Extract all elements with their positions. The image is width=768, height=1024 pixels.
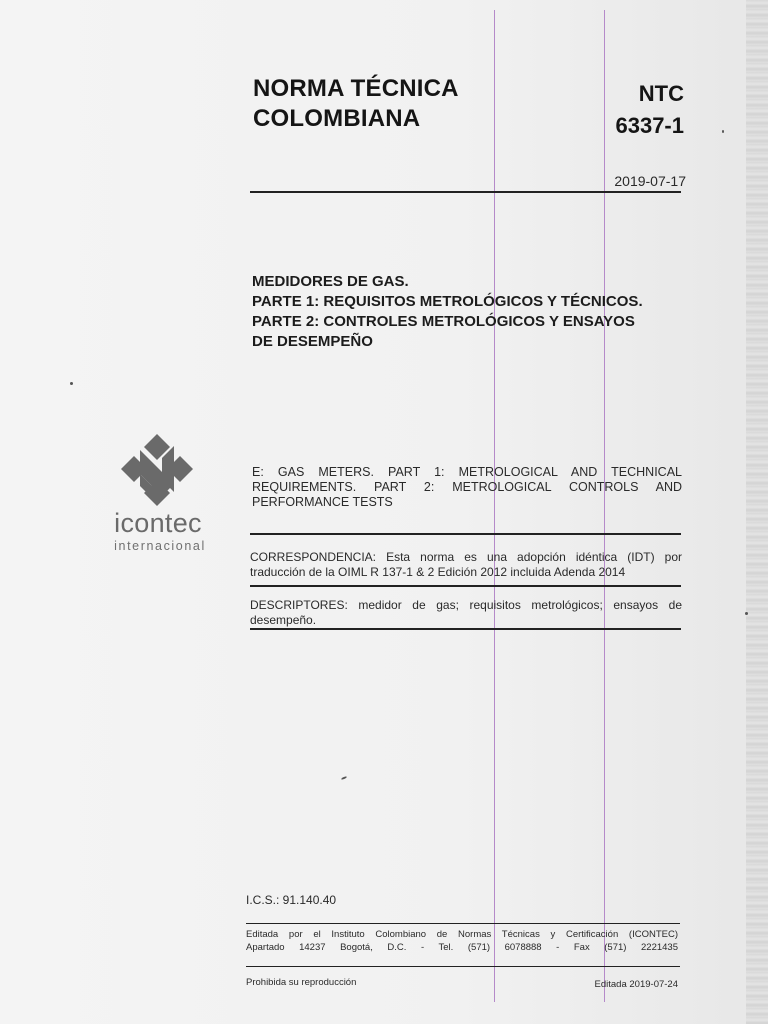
ratification-date: 2019-07-17 xyxy=(614,173,686,189)
publisher-info xyxy=(246,928,678,954)
spanish-title-line4: DE DESEMPEÑO xyxy=(252,333,373,350)
descriptores-rule xyxy=(250,628,681,630)
norm-code-line2: 6337-1 xyxy=(615,113,684,138)
correspondencia-line2: traducción de la OIML R 137-1 & 2 Edición 2012 incluida Adenda 2014 xyxy=(250,565,626,579)
spanish-title-line2: PARTE 1: REQUISITOS METROLÓGICOS Y TÉCNICOS. xyxy=(252,293,643,310)
footer-rule xyxy=(246,966,680,967)
edition-date: Editada 2019-07-24 xyxy=(594,979,678,990)
norm-code-line1: NTC xyxy=(638,81,684,106)
logo-name: icontec xyxy=(114,508,202,538)
english-title-line2: REQUIREMENTS. PART 2: METROLOGICAL CONTROLS AND xyxy=(252,480,682,494)
scan-speck xyxy=(745,612,748,615)
icontec-logo-mark xyxy=(120,432,194,510)
scan-speck xyxy=(70,382,73,385)
norm-title-line2: COLOMBIANA xyxy=(253,105,421,132)
descriptores-line1: DESCRIPTORES: medidor de gas; requisitos metrológicos; ensayos de xyxy=(250,598,682,612)
reproduction-notice: Prohibida su reproducción xyxy=(246,977,357,988)
descriptores-line2: desempeño. xyxy=(250,613,317,627)
scan-speck xyxy=(341,776,347,780)
spanish-title-line3: PARTE 2: CONTROLES METROLÓGICOS Y ENSAYOS xyxy=(252,313,635,330)
logo-subtitle: internacional xyxy=(114,539,206,553)
norm-code xyxy=(560,78,684,142)
correspondencia-line1: CORRESPONDENCIA: Esta norma es una adopción idéntica (IDT) por xyxy=(250,550,682,564)
norm-title-line1: NORMA TÉCNICA xyxy=(253,75,459,102)
scan-edge xyxy=(746,0,768,1024)
spanish-title-line1: MEDIDORES DE GAS. xyxy=(252,273,409,290)
ics-code: I.C.S.: 91.140.40 xyxy=(246,893,337,907)
publisher-line1: Editada por el Instituto Colombiano de Normas Técnicas y Certificación (ICONTEC) xyxy=(246,929,678,940)
header-rule xyxy=(250,191,681,193)
ics-rule xyxy=(246,923,680,924)
correspondencia-rule xyxy=(250,585,681,587)
icontec-logo xyxy=(100,432,216,557)
english-title-line1: E: GAS METERS. PART 1: METROLOGICAL AND TECHNICAL xyxy=(252,465,682,479)
spanish-title xyxy=(252,272,692,352)
scan-speck xyxy=(722,130,724,133)
english-title-line3: PERFORMANCE TESTS xyxy=(252,495,393,509)
norm-title xyxy=(253,74,459,134)
english-title-rule xyxy=(250,533,681,535)
descriptores xyxy=(250,598,682,628)
english-title xyxy=(252,465,682,510)
publisher-line2: Apartado 14237 Bogotá, D.C. - Tel. (571) 6078888 - Fax (571) 2221435 xyxy=(246,942,678,953)
correspondencia xyxy=(250,550,682,580)
